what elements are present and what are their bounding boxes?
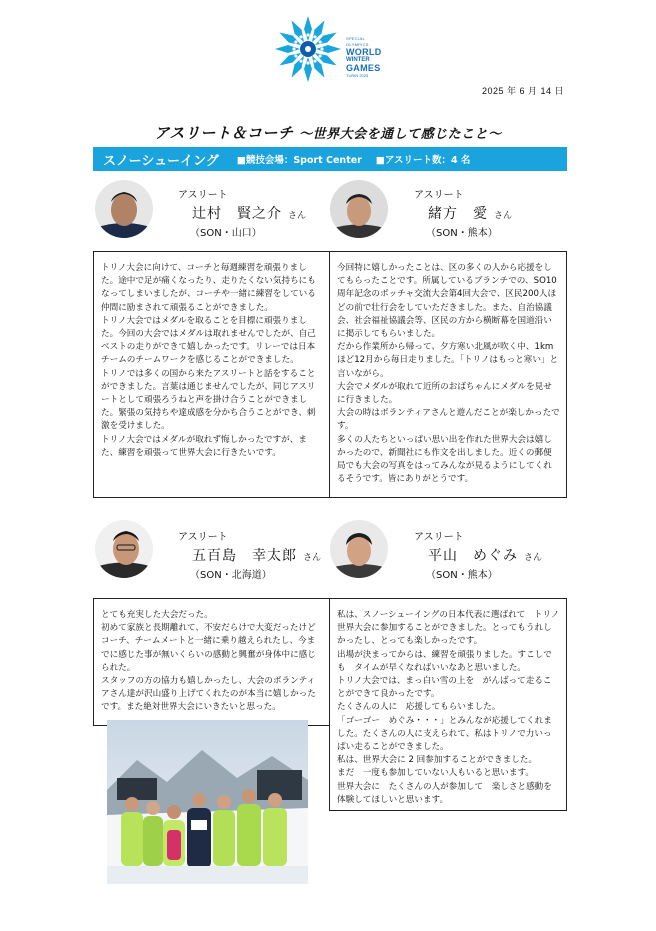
athlete-4-honorific: さん (524, 553, 543, 563)
athlete-1-name-text: 辻村 賢之介 (192, 206, 282, 222)
page-title (0, 122, 656, 143)
athlete-3-comment-box (93, 598, 330, 726)
athlete-2-role: アスリート (414, 190, 464, 201)
logo-line-3: WINTER (346, 57, 370, 63)
athlete-3-comment-p3: スタッフの方の協力も嬉しかったし、大会のボランティアさん達が沢山盛り上げてくれたのが本当に嬉しかったです。また絶対世界大会にいきたいと思った。 (101, 676, 316, 713)
logo-line-4: GAMES (346, 63, 381, 73)
athlete-4-comment-p8: 世界大会に たくさんの人が参加して 楽しさと感動を体験してほしいと思います。 (337, 781, 552, 805)
athlete-2-comment-p1: 今回特に嬉しかったことは、区の多くの人から応援をしてもらったことです。所属しているブランチでの、SO10周年記念のボッチャ交流大会第4回大会で、区民200人ほどの前で壮行会をしていただきました。また、自治協議会、社会福祉協議会等、区民の方から横断幕を国道沿いに掲示してもらいました。 (337, 263, 557, 340)
athlete-1-affiliation: （SON・山口） (190, 228, 262, 239)
athlete-1-comment-p2: トリノ大会ではメダルを取ることを目標に頑張りました。今回の大会ではメダルは取れませんでしたが、自己ベストの走りができて嬉しかったです。リレーでは日本チームのチームワークを感じることができました。 (101, 315, 316, 366)
team-group-photo (107, 720, 308, 884)
sport-name: スノーシューイング (103, 153, 219, 169)
athlete-count: ■アスリート数：4 名 (375, 155, 471, 166)
athlete-3-affiliation: （SON・北海道） (190, 570, 272, 581)
athlete-2-comment-p4: 大会の時はボランティアさんと遊んだことが楽しかったです。 (337, 408, 560, 432)
logo-line-2: WORLD (346, 47, 382, 57)
athlete-2-comment-p3: 大会でメダルが取れて近所のおばちゃんにメダルを見せに行きました。 (337, 381, 552, 406)
athlete-1-honorific: さん (288, 211, 307, 221)
venue-label: ■競技会場：Sport Center (236, 155, 362, 166)
athlete-4-comment-p3: トリノ大会では、まっ白い雪の上を がんばって走ることができて良かったです。 (337, 676, 552, 700)
logo-line-5: TURIN 2025 (346, 73, 369, 78)
athlete-1-role: アスリート (178, 190, 228, 201)
snowflake-icon (272, 12, 344, 86)
logo-line-1: SPECIAL OLYMPICS (346, 36, 369, 47)
title-sub: ～世界大会を通して感じたこと～ (299, 127, 502, 142)
athlete-4-comment-box (329, 598, 567, 811)
sport-band (93, 147, 567, 171)
athlete-4-name (428, 545, 542, 565)
athlete-3-name-text: 五百島 幸太郎 (192, 548, 297, 564)
athlete-4-name-text: 平山 めぐみ (428, 548, 518, 564)
athlete-4-comment-p6: 私は、世界大会に 2 回参加することができました。 (337, 755, 537, 766)
athlete-3-comment-p1: とても充実した大会だった。 (101, 610, 213, 620)
athlete-2-comment-p2: だから作業所から帰って、夕方寒い北風が吹く中、1kmほど12月から毎日走りました。「トリノはもっと寒い」と言いながら。 (337, 342, 559, 379)
document-date: 2025 年 6 月 14 日 (481, 86, 564, 96)
athlete-2-portrait (330, 180, 388, 238)
athlete-4-comment-p2: 出場が決まってからは、練習を頑張りました。すこしでも タイムが早くなればいいなあと思いました。 (337, 649, 552, 673)
athlete-4-affiliation: （SON・熊本） (426, 570, 498, 581)
title-main: アスリート＆コーチ (154, 124, 294, 142)
athlete-3-honorific: さん (303, 553, 322, 563)
athlete-1-comment-p3: トリノでは多くの国から来たアスリートと話をすることができました。言葉は通じませんでしたが、同じアスリートとして頑張ろうねと声を掛け合うことができました。緊張の気持ちや達成感を分かち合うことができ、刺激を受けました。 (101, 368, 316, 432)
athlete-4-portrait (330, 520, 388, 578)
athlete-2-honorific: さん (494, 211, 513, 221)
athlete-3-portrait (95, 520, 153, 578)
athlete-2-comment-box (329, 251, 567, 498)
athlete-1-name (192, 203, 306, 223)
athlete-1-comment-p4: トリノ大会ではメダルが取れず悔しかったですが、また、練習を頑張って世界大会に行きたいです。 (101, 434, 307, 458)
athlete-2-comment-p5: 多くの人たちといっぱい思い出を作れた世界大会は嬉しかったので、新聞社にも作文を出しました。近くの郵便局でも大会の写真をはってみんなが見るようにしてくれるそうです。皆にありがとうです。 (337, 434, 552, 485)
athlete-2-name-text: 緒方 愛 (428, 206, 488, 222)
world-games-logo (272, 12, 388, 86)
athlete-4-comment-p7: まだ 一度も参加していない人もいると思います。 (337, 768, 534, 779)
athlete-2-affiliation: （SON・熊本） (426, 228, 498, 239)
athlete-4-role: アスリート (414, 532, 464, 543)
athlete-1-comment-p1: トリノ大会に向けて、コーチと毎週練習を頑張りました。途中で足が痛くなったり、走りたくない気持ちにもなってしまいましたが、コーチや一緒に練習をしている仲間に励まされて頑張ることができました。 (101, 263, 316, 313)
athlete-3-role: アスリート (178, 532, 228, 543)
athlete-4-comment-p5: 「ゴーゴー めぐみ・・・」とみんなが応援してくれました。たくさんの人に支えられて、私はトリノで力いっぱい走ることができました。 (337, 715, 552, 753)
athlete-3-comment-p2: 初めて家族と長期離れて、不安だらけで大変だったけどコーチ、チームメートと一緒に乗り越えられたし、今までに感じた事が無いくらいの感動と興奮が身体中に感じられた。 (101, 623, 316, 673)
athlete-2-name (428, 203, 512, 223)
athlete-4-comment-p1: 私は、スノーシューイングの日本代表に選ばれて トリノ世界大会に参加することができました。とってもうれしかったし、とっても楽しかったです。 (337, 610, 560, 647)
athlete-3-name (192, 545, 321, 565)
athlete-1-comment-box (93, 251, 330, 498)
athlete-4-comment-p4: たくさんの人に 応援してもらいました。 (337, 702, 501, 713)
athlete-1-portrait (95, 180, 153, 238)
